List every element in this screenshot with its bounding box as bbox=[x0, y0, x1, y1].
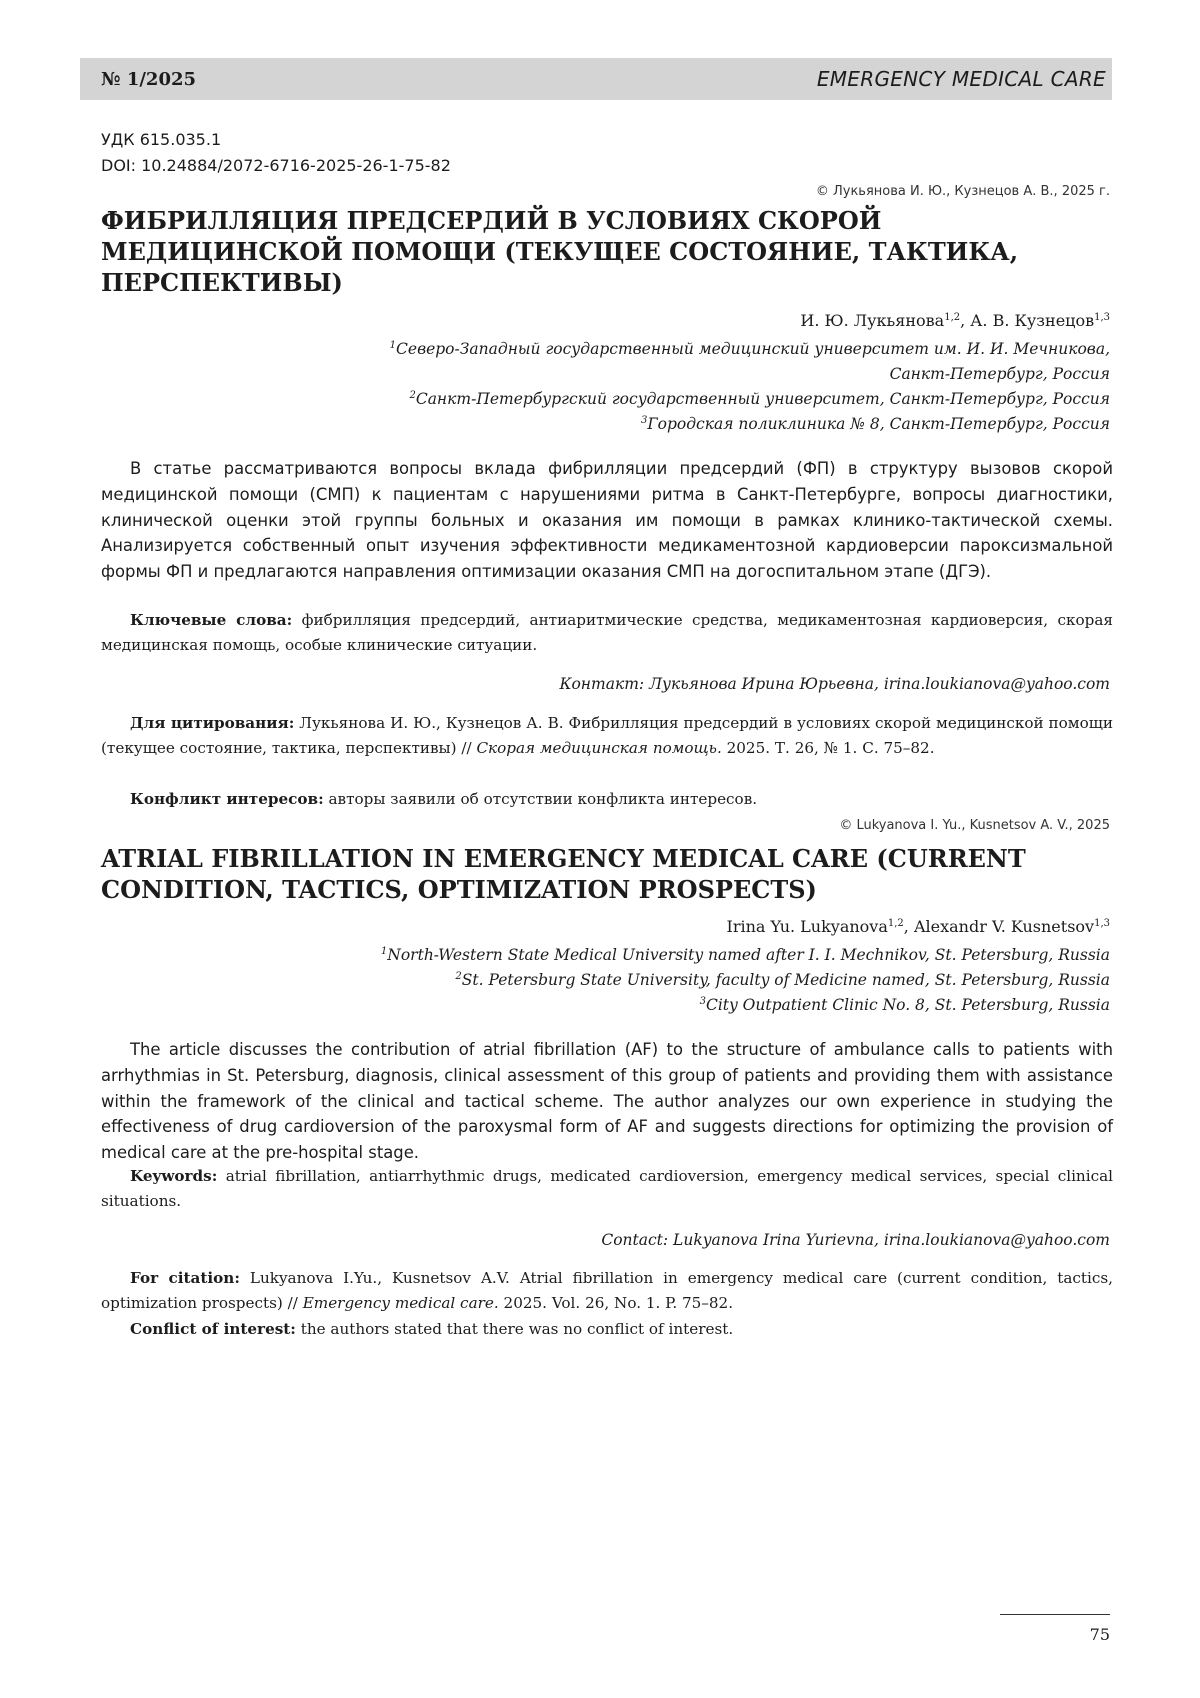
en-citation-label: For citation: bbox=[130, 1269, 240, 1287]
ru-affiliation-3-text: Городская поликлиника № 8, Санкт-Петербург, Россия bbox=[647, 415, 1110, 433]
en-citation bbox=[101, 1266, 1113, 1316]
ru-abstract: В статье рассматриваются вопросы вклада фибрилляции предсердий (ФП) в структуру вызовов скорой медицинской помощи (СМП) к пациентам с нарушениями ритма в Санкт-Петербурге, вопросы диагностики, клинической оценки этой группы больных и оказания им помощи в рамках клинико-тактической схемы. Анализируется собственный опыт изучения эффективности медикаментозной кардиоверсии пароксизмальной формы ФП и предлагаются направления оптимизации оказания СМП на догоспитальном этапе (ДГЭ). bbox=[101, 456, 1113, 585]
ru-affiliation-1 bbox=[110, 337, 1110, 362]
en-affiliation-3 bbox=[110, 993, 1110, 1018]
en-affiliation-1-mark: 1 bbox=[381, 946, 387, 957]
en-author-separator: , bbox=[904, 917, 914, 936]
udk-code: УДК 615.035.1 bbox=[101, 130, 221, 149]
en-author-1: Irina Yu. Lukyanova bbox=[727, 917, 888, 936]
ru-conflict-label: Конфликт интересов: bbox=[130, 790, 324, 808]
ru-affiliation-2-mark: 2 bbox=[409, 390, 415, 401]
ru-author-2: А. В. Кузнецов bbox=[970, 311, 1094, 330]
en-affiliations bbox=[110, 943, 1110, 1018]
en-article-title bbox=[101, 843, 1113, 905]
en-citation-end: 2025. Vol. 26, No. 1. P. 75–82. bbox=[499, 1294, 733, 1312]
ru-affiliation-2 bbox=[110, 387, 1110, 412]
en-affiliation-2 bbox=[110, 968, 1110, 993]
doi: DOI: 10.24884/2072-6716-2025-26-1-75-82 bbox=[101, 156, 451, 175]
en-keywords bbox=[101, 1164, 1113, 1214]
en-authors bbox=[727, 917, 1111, 936]
en-abstract: The article discusses the contribution of atrial fibrillation (AF) to the structure of ambulance calls to patients with arrhythmias in St. Petersburg, diagnosis, clinical assessment of this group of patients and providing them with assistance within the framework of the clinical and tactical scheme. The author analyzes our own experience in studying the effectiveness of drug cardioversion of the paroxysmal form of AF and suggests directions for optimizing the provision of medical care at the pre-hospital stage. bbox=[101, 1037, 1113, 1166]
ru-affiliation-3 bbox=[110, 412, 1110, 437]
ru-citation-end: 2025. Т. 26, № 1. С. 75–82. bbox=[722, 739, 935, 757]
ru-keywords-label: Ключевые слова: bbox=[130, 611, 292, 629]
ru-author-separator: , bbox=[960, 311, 970, 330]
ru-affiliations bbox=[110, 337, 1110, 437]
en-affiliation-3-mark: 3 bbox=[700, 996, 706, 1007]
en-author-2-affil: 1,3 bbox=[1094, 918, 1110, 929]
ru-citation-journal: Скорая медицинская помощь. bbox=[476, 739, 721, 757]
en-affiliation-2-text: St. Petersburg State University, faculty of Medicine named, St. Petersburg, Russia bbox=[462, 971, 1110, 989]
en-contact: Contact: Lukyanova Irina Yurievna, irina.loukianova@yahoo.com bbox=[601, 1231, 1110, 1249]
en-conflict bbox=[101, 1317, 1113, 1342]
ru-article-title bbox=[101, 205, 1113, 298]
journal-name: EMERGENCY MEDICAL CARE bbox=[817, 67, 1106, 91]
ru-affiliation-3-mark: 3 bbox=[641, 415, 647, 426]
en-author-2: Alexandr V. Kusnetsov bbox=[914, 917, 1094, 936]
ru-keywords-text: фибрилляция предсердий, антиаритмические средства, медикаментозная кардиоверсия, скорая медицинская помощь, особые клинические ситуации. bbox=[101, 611, 1113, 654]
ru-affiliation-1-mark: 1 bbox=[390, 340, 396, 351]
ru-author-1-affil: 1,2 bbox=[944, 312, 960, 323]
ru-citation-text: Лукьянова И. Ю., Кузнецов А. В. Фибрилляция предсердий в условиях скорой медицинской помощи (текущее состояние, тактика, перспективы) // bbox=[101, 714, 1113, 757]
ru-copyright: © Лукьянова И. Ю., Кузнецов А. В., 2025 г. bbox=[816, 184, 1110, 199]
ru-citation-label: Для цитирования: bbox=[130, 714, 294, 732]
en-title-line: CONDITION, TACTICS, OPTIMIZATION PROSPECTS) bbox=[101, 874, 1113, 905]
page-number: 75 bbox=[1090, 1625, 1110, 1644]
en-author-1-affil: 1,2 bbox=[888, 918, 904, 929]
ru-affiliation-1-cont: Санкт-Петербург, Россия bbox=[110, 362, 1110, 387]
en-keywords-label: Keywords: bbox=[130, 1167, 217, 1185]
ru-title-line: МЕДИЦИНСКОЙ ПОМОЩИ (ТЕКУЩЕЕ СОСТОЯНИЕ, ТАКТИКА, bbox=[101, 236, 1113, 267]
ru-author-2-affil: 1,3 bbox=[1094, 312, 1110, 323]
ru-conflict-text: авторы заявили об отсутствии конфликта интересов. bbox=[324, 790, 757, 808]
ru-keywords bbox=[101, 608, 1113, 658]
ru-author-1: И. Ю. Лукьянова bbox=[800, 311, 944, 330]
en-conflict-text: the authors stated that there was no conflict of interest. bbox=[296, 1320, 733, 1338]
issue-number: № 1/2025 bbox=[101, 69, 196, 90]
en-citation-text: Lukyanova I.Yu., Kusnetsov A.V. Atrial fibrillation in emergency medical care (current condition, tactics, optimization prospects) // bbox=[101, 1269, 1113, 1312]
en-affiliation-1-text: North-Western State Medical University named after I. I. Mechnikov, St. Petersburg, Russia bbox=[387, 946, 1110, 964]
en-title-line: ATRIAL FIBRILLATION IN EMERGENCY MEDICAL CARE (CURRENT bbox=[101, 843, 1113, 874]
en-affiliation-1 bbox=[110, 943, 1110, 968]
en-affiliation-3-text: City Outpatient Clinic No. 8, St. Petersburg, Russia bbox=[706, 996, 1110, 1014]
ru-authors bbox=[800, 311, 1110, 330]
en-copyright: © Lukyanova I. Yu., Kusnetsov A. V., 2025 bbox=[839, 818, 1110, 833]
ru-affiliation-1-text: Северо-Западный государственный медицинский университет им. И. И. Мечникова, bbox=[396, 340, 1110, 358]
ru-title-line: ПЕРСПЕКТИВЫ) bbox=[101, 267, 1113, 298]
en-conflict-label: Conflict of interest: bbox=[130, 1320, 296, 1338]
footer-rule bbox=[1000, 1614, 1110, 1615]
ru-conflict bbox=[101, 787, 1113, 812]
ru-citation bbox=[101, 711, 1113, 761]
en-keywords-text: atrial fibrillation, antiarrhythmic drugs, medicated cardioversion, emergency medical services, special clinical situations. bbox=[101, 1167, 1113, 1210]
ru-title-line: ФИБРИЛЛЯЦИЯ ПРЕДСЕРДИЙ В УСЛОВИЯХ СКОРОЙ bbox=[101, 205, 1113, 236]
en-affiliation-2-mark: 2 bbox=[455, 971, 461, 982]
en-citation-journal: Emergency medical care. bbox=[303, 1294, 499, 1312]
ru-affiliation-2-text: Санкт-Петербургский государственный университет, Санкт-Петербург, Россия bbox=[416, 390, 1110, 408]
ru-contact: Контакт: Лукьянова Ирина Юрьевна, irina.loukianova@yahoo.com bbox=[559, 675, 1110, 693]
